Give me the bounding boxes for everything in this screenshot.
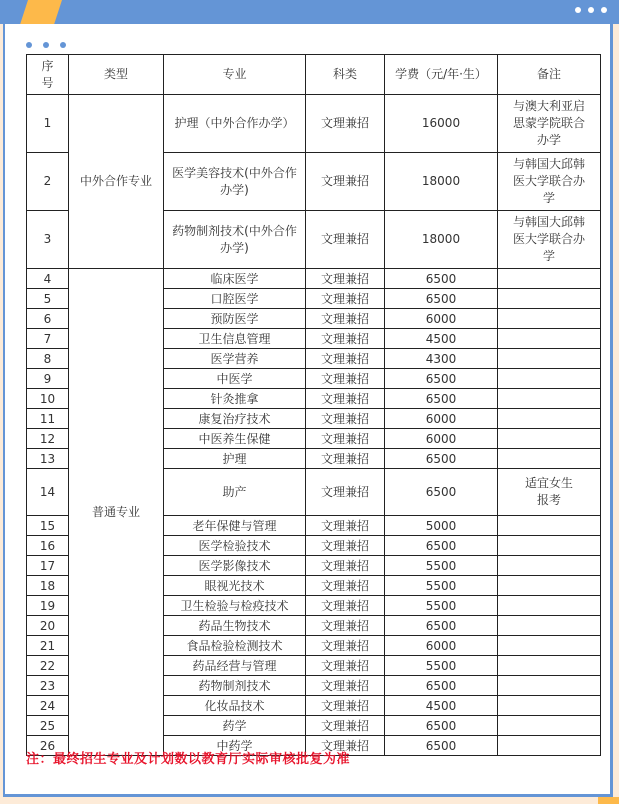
- cell-remark: [498, 696, 601, 716]
- cell-remark: [498, 409, 601, 429]
- cell-fee: 5500: [385, 576, 498, 596]
- header-subject: 科类: [306, 55, 385, 95]
- cell-major: 护理（中外合作办学）: [164, 95, 306, 153]
- table-row: [27, 269, 601, 289]
- cell-fee: 6000: [385, 429, 498, 449]
- cell-fee: 6500: [385, 369, 498, 389]
- cell-fee: 6500: [385, 616, 498, 636]
- cell-major: 医学检验技术: [164, 536, 306, 556]
- cell-remark: 与韩国大邱韩医大学联合办学: [498, 153, 601, 211]
- cell-seq: 22: [27, 656, 69, 676]
- cell-fee: 18000: [385, 211, 498, 269]
- cell-fee: 5000: [385, 516, 498, 536]
- cell-seq: 21: [27, 636, 69, 656]
- cell-subject: 文理兼招: [306, 596, 385, 616]
- cell-seq: 4: [27, 269, 69, 289]
- cell-subject: 文理兼招: [306, 329, 385, 349]
- cell-seq: 17: [27, 556, 69, 576]
- cell-major: 临床医学: [164, 269, 306, 289]
- cell-major: 药品生物技术: [164, 616, 306, 636]
- cell-subject: 文理兼招: [306, 409, 385, 429]
- cell-subject: 文理兼招: [306, 95, 385, 153]
- cell-seq: 3: [27, 211, 69, 269]
- cell-major: 药品经营与管理: [164, 656, 306, 676]
- cell-subject: 文理兼招: [306, 211, 385, 269]
- cell-remark: [498, 389, 601, 409]
- cell-major: 护理: [164, 449, 306, 469]
- cell-major: 化妆品技术: [164, 696, 306, 716]
- cell-subject: 文理兼招: [306, 676, 385, 696]
- cell-seq: 5: [27, 289, 69, 309]
- cell-subject: 文理兼招: [306, 656, 385, 676]
- cell-major: 医学营养: [164, 349, 306, 369]
- admission-table: [26, 54, 601, 756]
- cell-subject: 文理兼招: [306, 349, 385, 369]
- cell-subject: 文理兼招: [306, 449, 385, 469]
- cell-major: 老年保健与管理: [164, 516, 306, 536]
- cell-subject: 文理兼招: [306, 736, 385, 756]
- cell-major: 中药学: [164, 736, 306, 756]
- cell-seq: 23: [27, 676, 69, 696]
- header-remark: 备注: [498, 55, 601, 95]
- cell-fee: 6000: [385, 309, 498, 329]
- footnote: 注：最终招生专业及计划数以教育厅实际审核批复为准: [26, 752, 351, 767]
- cell-seq: 1: [27, 95, 69, 153]
- cell-remark: [498, 636, 601, 656]
- cell-subject: 文理兼招: [306, 576, 385, 596]
- cell-major: 食品检验检测技术: [164, 636, 306, 656]
- cell-fee: 6500: [385, 469, 498, 516]
- cell-major: 中医养生保健: [164, 429, 306, 449]
- cell-seq: 6: [27, 309, 69, 329]
- cell-subject: 文理兼招: [306, 556, 385, 576]
- cell-remark: [498, 716, 601, 736]
- cell-fee: 4500: [385, 329, 498, 349]
- cell-major: 中医学: [164, 369, 306, 389]
- cell-remark: [498, 516, 601, 536]
- cell-type: 中外合作专业: [69, 95, 164, 269]
- cell-seq: 19: [27, 596, 69, 616]
- cell-major: 医学美容技术(中外合作办学): [164, 153, 306, 211]
- cell-remark: 与澳大利亚启思蒙学院联合办学: [498, 95, 601, 153]
- cell-remark: [498, 429, 601, 449]
- cell-seq: 20: [27, 616, 69, 636]
- cell-fee: 6500: [385, 449, 498, 469]
- cell-fee: 6500: [385, 269, 498, 289]
- cell-subject: 文理兼招: [306, 516, 385, 536]
- cell-fee: 5500: [385, 596, 498, 616]
- cell-major: 卫生检验与检疫技术: [164, 596, 306, 616]
- cell-major: 药物制剂技术: [164, 676, 306, 696]
- cell-remark: [498, 676, 601, 696]
- cell-fee: 6500: [385, 289, 498, 309]
- cell-remark: [498, 536, 601, 556]
- header-fee: 学费（元/年·生）: [385, 55, 498, 95]
- cell-subject: 文理兼招: [306, 389, 385, 409]
- cell-subject: 文理兼招: [306, 429, 385, 449]
- cell-seq: 25: [27, 716, 69, 736]
- cell-fee: 16000: [385, 95, 498, 153]
- cell-remark: [498, 596, 601, 616]
- cell-fee: 5500: [385, 556, 498, 576]
- table-row: [27, 95, 601, 153]
- cell-seq: 18: [27, 576, 69, 596]
- cell-major: 针灸推拿: [164, 389, 306, 409]
- cell-seq: 13: [27, 449, 69, 469]
- cell-remark: [498, 329, 601, 349]
- cell-subject: 文理兼招: [306, 309, 385, 329]
- cell-remark: [498, 349, 601, 369]
- cell-major: 口腔医学: [164, 289, 306, 309]
- cell-fee: 5500: [385, 656, 498, 676]
- cell-seq: 8: [27, 349, 69, 369]
- cell-major: 药学: [164, 716, 306, 736]
- cell-subject: 文理兼招: [306, 716, 385, 736]
- decorative-corner-strip: [598, 797, 619, 804]
- cell-fee: 6000: [385, 636, 498, 656]
- cell-remark: [498, 656, 601, 676]
- cell-seq: 15: [27, 516, 69, 536]
- cell-major: 康复治疗技术: [164, 409, 306, 429]
- cell-subject: 文理兼招: [306, 269, 385, 289]
- cell-subject: 文理兼招: [306, 536, 385, 556]
- cell-remark: [498, 556, 601, 576]
- cell-subject: 文理兼招: [306, 369, 385, 389]
- cell-seq: 24: [27, 696, 69, 716]
- cell-major: 药物制剂技术(中外合作办学): [164, 211, 306, 269]
- cell-subject: 文理兼招: [306, 153, 385, 211]
- cell-fee: 6500: [385, 536, 498, 556]
- cell-fee: 6000: [385, 409, 498, 429]
- cell-major: 眼视光技术: [164, 576, 306, 596]
- cell-remark: [498, 736, 601, 756]
- header-major: 专业: [164, 55, 306, 95]
- cell-remark: [498, 269, 601, 289]
- cell-fee: 4500: [385, 696, 498, 716]
- cell-fee: 6500: [385, 736, 498, 756]
- cell-seq: 16: [27, 536, 69, 556]
- header-type: 类型: [69, 55, 164, 95]
- cell-fee: 4300: [385, 349, 498, 369]
- cell-remark: [498, 576, 601, 596]
- cell-remark: [498, 289, 601, 309]
- cell-fee: 6500: [385, 716, 498, 736]
- cell-fee: 18000: [385, 153, 498, 211]
- cell-subject: 文理兼招: [306, 636, 385, 656]
- cell-subject: 文理兼招: [306, 289, 385, 309]
- cell-subject: 文理兼招: [306, 469, 385, 516]
- cell-remark: [498, 369, 601, 389]
- cell-remark: 与韩国大邱韩医大学联合办学: [498, 211, 601, 269]
- cell-type: 普通专业: [69, 269, 164, 756]
- header-seq: 序 号: [27, 55, 69, 95]
- cell-major: 医学影像技术: [164, 556, 306, 576]
- cell-major: 助产: [164, 469, 306, 516]
- cell-seq: 7: [27, 329, 69, 349]
- cell-major: 卫生信息管理: [164, 329, 306, 349]
- cell-remark: [498, 449, 601, 469]
- cell-remark: [498, 616, 601, 636]
- cell-remark: [498, 309, 601, 329]
- cell-seq: 26: [27, 736, 69, 756]
- cell-major: 预防医学: [164, 309, 306, 329]
- cell-seq: 2: [27, 153, 69, 211]
- cell-seq: 9: [27, 369, 69, 389]
- cell-remark: 适宜女生报考: [498, 469, 601, 516]
- cell-subject: 文理兼招: [306, 616, 385, 636]
- cell-seq: 14: [27, 469, 69, 516]
- cell-seq: 10: [27, 389, 69, 409]
- cell-fee: 6500: [385, 676, 498, 696]
- cell-subject: 文理兼招: [306, 696, 385, 716]
- cell-seq: 11: [27, 409, 69, 429]
- cell-seq: 12: [27, 429, 69, 449]
- cell-fee: 6500: [385, 389, 498, 409]
